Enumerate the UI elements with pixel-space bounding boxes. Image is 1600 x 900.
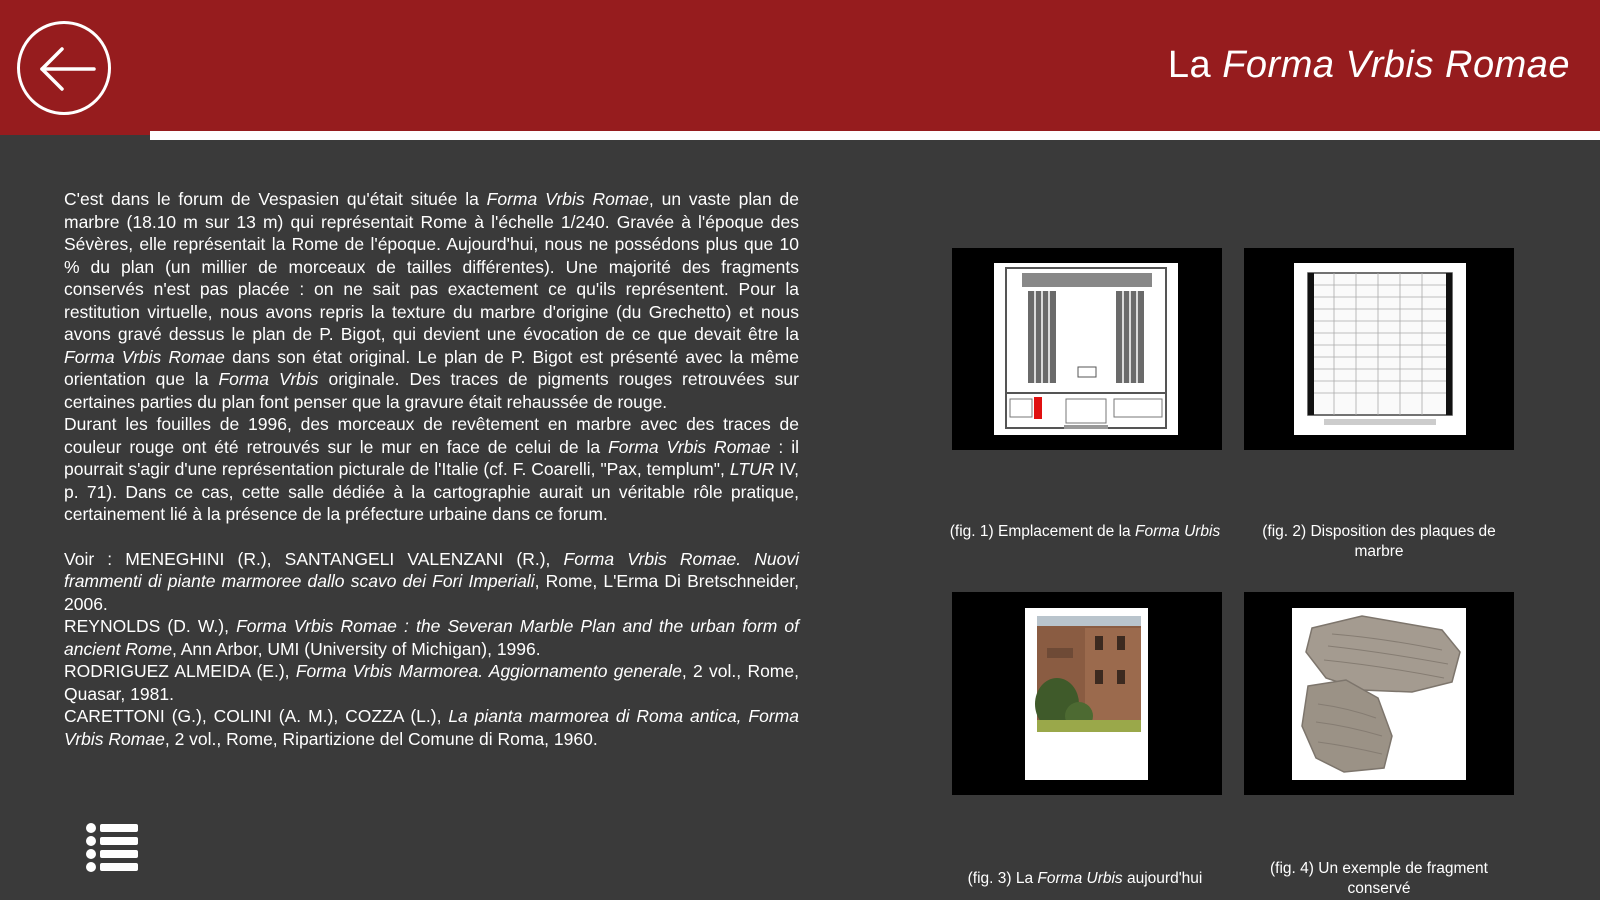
figure-1-thumbnail[interactable]	[952, 248, 1222, 450]
header-divider	[150, 131, 1600, 140]
list-menu-button[interactable]	[85, 822, 140, 872]
figure-4-caption	[1237, 859, 1521, 899]
text-run: dans son état original. Le plan de P. Bigot est présenté avec la même orientation que la	[64, 346, 799, 389]
figure-1-caption	[945, 522, 1225, 542]
reference-2	[64, 615, 799, 660]
back-button[interactable]	[17, 21, 111, 115]
figure-2-caption	[1237, 522, 1521, 562]
text-run: (fig. 1) Emplacement de la	[949, 523, 1135, 540]
text-run: (fig. 4) Un exemple de fragment conservé	[1270, 860, 1488, 897]
text-run: (fig. 2) Disposition des plaques de marbre	[1262, 523, 1496, 560]
text-run: (fig. 3) La	[967, 870, 1038, 887]
text-run: Forma Vrbis	[218, 369, 319, 389]
text-run: , Ann Arbor, UMI (University of Michigan), 1996.	[171, 638, 541, 659]
text-run: Voir : MENEGHINI (R.), SANTANGELI VALENZANI (R.),	[64, 548, 564, 569]
text-run: Forma Vrbis Romae : the Severan Marble Plan and the urban form of ancient Rome	[64, 616, 799, 659]
text-run: : il pourrait s'agir d'une représentation picturale de l'Italie (cf. F. Coarelli, "Pax, templum",	[64, 436, 799, 479]
text-run: Forma Vrbis Romae	[64, 346, 225, 367]
text-run: IV, p. 71). Dans ce cas, cette salle dédiée à la cartographie aurait un véritable rôle pratique, certainement lié à la présence de la préfecture urbaine dans ce forum.	[64, 459, 800, 524]
text-run: , un vaste plan de marbre (18.10 m sur 13 m) qui représentait Rome à l'échelle 1/240. Gravée à l'époque des Sévères, elle représentait la Rome de l'époque. Aujourd'hui, nous ne possédons plus que 10 % du plan (un millier de morceaux de tailles différentes). Une majorité des fragments conservés n'est pas placée : on ne sait pas exactement ce qu'ils représentent. Pour la restitution virtuelle, nous avons repris la texture du marbre d'origine (du Grechetto) et nous avons gravé dessus le plan de P. Bigot, qui devient une évocation de ce que devait être la	[64, 189, 799, 344]
text-run: , Rome, L'Erma Di Bretschneider, 2006.	[64, 571, 799, 614]
figure-3-caption	[940, 869, 1230, 889]
marble-fragment-image	[1292, 608, 1466, 780]
text-run: Forma Urbis	[1134, 523, 1221, 540]
text-run: REYNOLDS (D. W.),	[64, 616, 237, 636]
text-run: La pianta marmorea di Roma antica, Forma Vrbis Romae	[64, 706, 799, 749]
text-run: CARETTONI (G.), COLINI (A. M.), COZZA (L.),	[64, 706, 449, 726]
article-paragraph-2	[64, 413, 799, 526]
page-title	[1168, 44, 1570, 87]
text-run: C'est dans le forum de Vespasien qu'était située la	[64, 189, 487, 209]
text-run: Forma Urbis	[1037, 870, 1123, 887]
arrow-left-icon	[20, 24, 114, 118]
figure-4-thumbnail[interactable]	[1244, 592, 1514, 795]
text-run: aujourd'hui	[1122, 870, 1203, 887]
text-run: , 2 vol., Rome, Quasar, 1981.	[64, 661, 799, 704]
article-text	[64, 188, 799, 750]
text-run: , 2 vol., Rome, Ripartizione del Comune di Roma, 1960.	[164, 728, 598, 749]
title-prefix: La	[1167, 44, 1223, 86]
list-icon	[85, 822, 140, 872]
reference-4	[64, 705, 799, 750]
forum-plan-image	[994, 263, 1178, 435]
article-paragraph-1	[64, 188, 799, 413]
text-run: Forma Vrbis Romae	[486, 189, 649, 209]
reference-1	[64, 548, 799, 616]
reference-3	[64, 660, 799, 705]
text-run: Durant les fouilles de 1996, des morceaux de revêtement en marbre avec des traces de couleur rouge ont été retrouvés sur le mur en face de celui de la	[64, 414, 799, 457]
text-run: Forma Vrbis Marmorea. Aggiornamento generale	[295, 661, 682, 681]
text-run: RODRIGUEZ ALMEIDA (E.),	[64, 661, 296, 681]
building-photo-image	[1025, 608, 1148, 780]
text-run: LTUR	[729, 459, 775, 479]
text-run: Forma Vrbis Romae	[608, 436, 771, 457]
figure-3-thumbnail[interactable]	[952, 592, 1222, 795]
title-italic: Forma Vrbis Romae	[1222, 44, 1570, 86]
text-run: Forma Vrbis Romae. Nuovi frammenti di piante marmoree dallo scavo dei Fori Imperiali	[64, 548, 799, 591]
figure-2-thumbnail[interactable]	[1244, 248, 1514, 450]
plaques-layout-image	[1294, 263, 1466, 435]
text-run: originale. Des traces de pigments rouges retrouvées sur certaines parties du plan font penser que la gravure était rehaussée de rouge.	[64, 369, 799, 412]
